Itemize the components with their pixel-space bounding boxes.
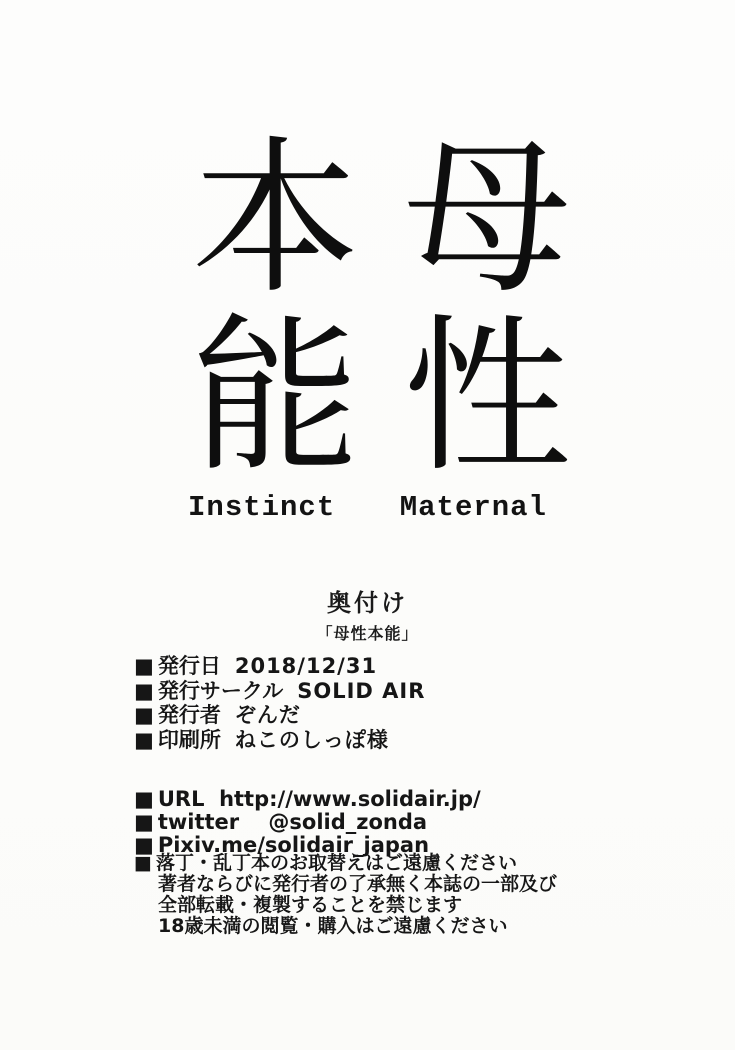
colophon-heading: 奥付け bbox=[327, 589, 408, 617]
title-caption-instinct: Instinct bbox=[188, 491, 336, 524]
links-block bbox=[134, 788, 481, 857]
notice-line-2: 著者ならびに発行者の了承無く本誌の一部及び bbox=[158, 873, 558, 895]
title-block bbox=[0, 129, 735, 524]
link-row-url bbox=[134, 788, 481, 811]
publication-label: 印刷所 bbox=[157, 727, 221, 752]
link-row-twitter bbox=[134, 811, 481, 834]
publication-row-publisher bbox=[134, 703, 425, 728]
publication-value: ねこのしっぽ様 bbox=[234, 727, 389, 752]
publication-label: 発行者 bbox=[157, 703, 221, 727]
link-text-url: URL http://www.solidair.jp/ bbox=[157, 787, 481, 811]
title-column-bosei bbox=[375, 129, 572, 524]
publication-value: SOLID AIR bbox=[297, 678, 426, 703]
notice-line-1 bbox=[134, 853, 557, 874]
publication-label: 発行サークル bbox=[157, 678, 284, 703]
publication-value: 2018/12/31 bbox=[234, 654, 378, 678]
title-caption-maternal: Maternal bbox=[399, 491, 547, 524]
publication-row-printer bbox=[134, 728, 425, 753]
title-kanji-bosei: 母性 bbox=[375, 129, 572, 485]
notice-line-4: 18歳未満の閲覧・購入はご遠慮ください bbox=[158, 915, 508, 937]
notice-text: 落丁・乱丁本のお取替えはご遠慮ください bbox=[155, 852, 517, 874]
square-bullet-icon: ■ bbox=[134, 833, 154, 857]
square-bullet-icon: ■ bbox=[134, 787, 154, 811]
publication-block bbox=[134, 654, 425, 752]
title-kanji-honno: 本能 bbox=[164, 129, 360, 485]
publication-value: ぞんだ bbox=[234, 703, 301, 727]
publication-row-circle bbox=[134, 679, 425, 704]
notice-line-3: 全部転載・複製することを禁じます bbox=[158, 894, 463, 916]
square-bullet-icon: ■ bbox=[134, 703, 154, 727]
link-text-pixiv: Pixiv.me/solidair_japan bbox=[157, 833, 430, 857]
book-title: 「母性本能」 bbox=[316, 624, 419, 643]
title-column-honno bbox=[164, 129, 360, 524]
notice-block bbox=[134, 853, 557, 937]
publication-label: 発行日 bbox=[157, 654, 221, 678]
square-bullet-icon: ■ bbox=[134, 810, 154, 834]
square-bullet-icon: ■ bbox=[134, 654, 154, 678]
publication-row-date bbox=[134, 654, 425, 679]
square-bullet-icon: ■ bbox=[134, 852, 152, 874]
link-text-twitter: twitter @solid_zonda bbox=[157, 810, 428, 834]
square-bullet-icon: ■ bbox=[134, 678, 154, 703]
square-bullet-icon: ■ bbox=[134, 727, 154, 752]
